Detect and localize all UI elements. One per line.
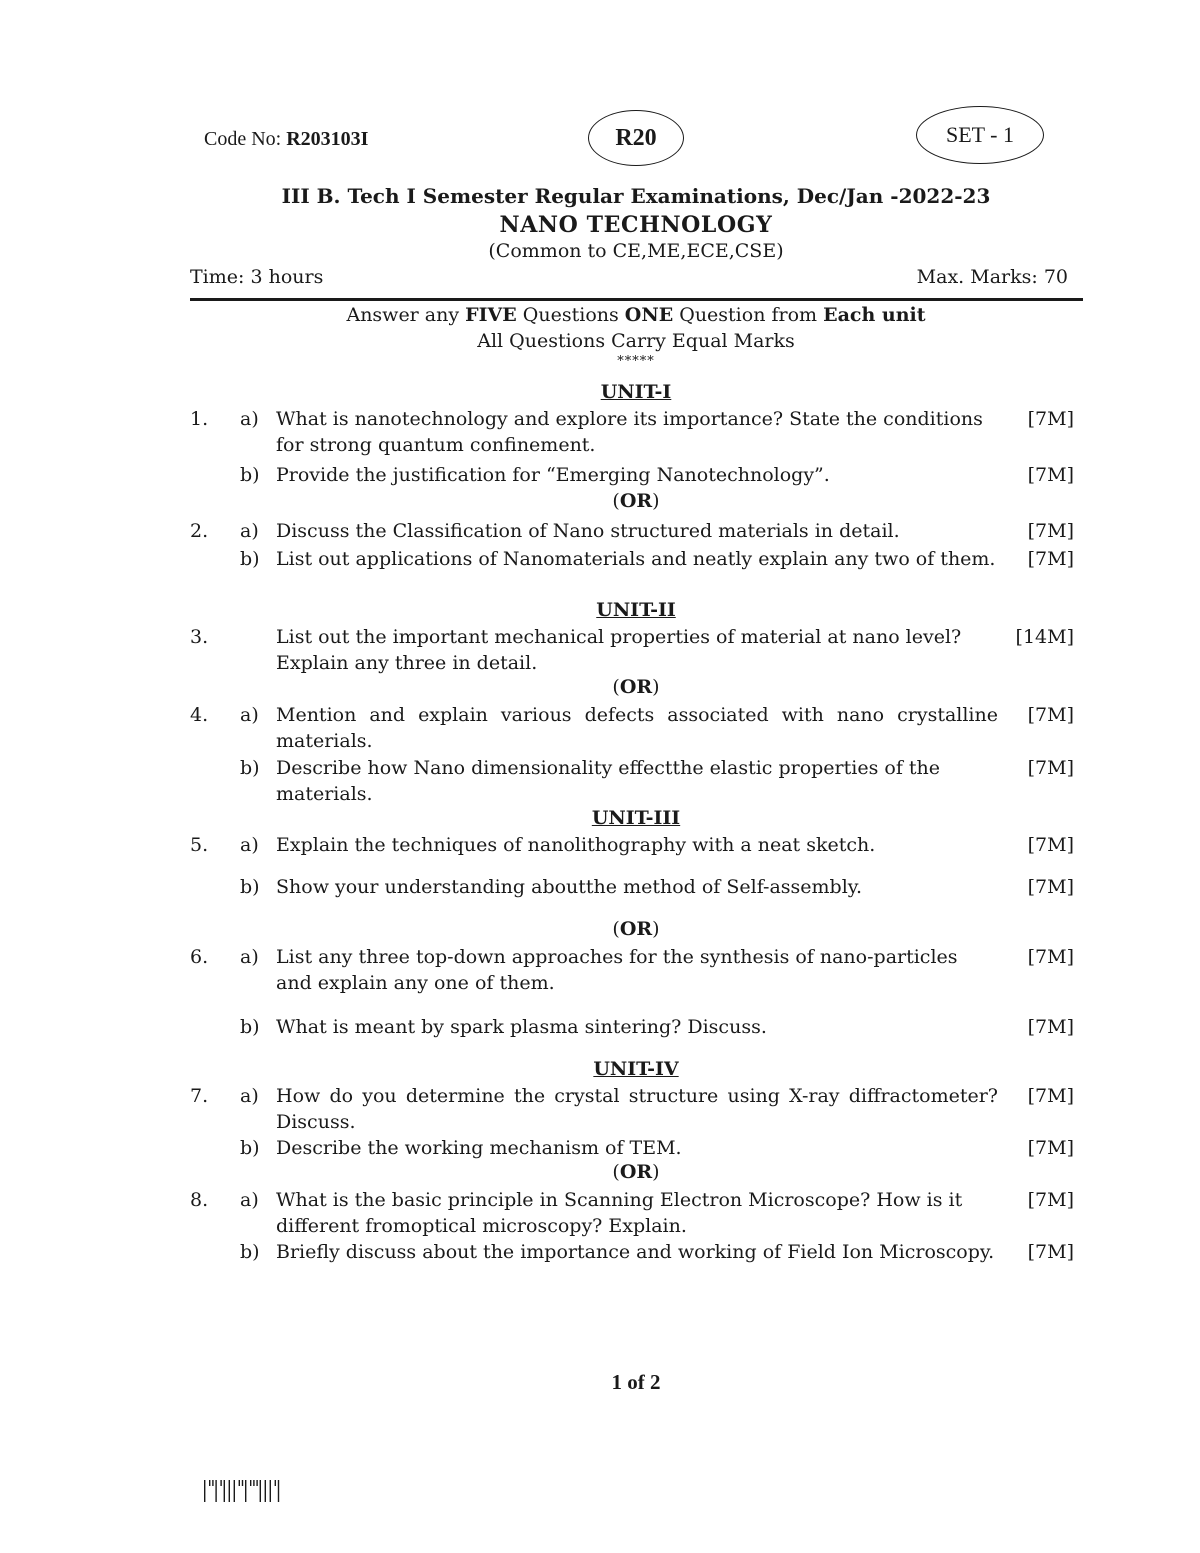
question-number: 2. [190, 520, 209, 542]
question-marks: [7M] [1027, 834, 1074, 856]
or-paren: ( [612, 676, 620, 698]
barcode-bar [275, 1480, 276, 1486]
question-part: b) [240, 876, 260, 898]
or-separator [0, 918, 1200, 940]
question-text: Discuss the Classification of Nano structured materials in detail. [276, 520, 900, 542]
question-part: b) [240, 464, 260, 486]
common-to: (Common to CE,ME,ECE,CSE) [488, 240, 784, 262]
question-marks: [7M] [1027, 1241, 1074, 1263]
instr-text: Questions [516, 304, 625, 326]
question-part: b) [240, 548, 260, 570]
instructions-line1 [0, 304, 1200, 326]
subject-title: NANO TECHNOLOGY [499, 212, 773, 238]
barcode-bar [234, 1480, 235, 1502]
unit-heading: UNIT-I [600, 381, 672, 403]
code-value: R203103I [286, 128, 369, 150]
set-badge: SET - 1 [916, 106, 1044, 164]
question-marks: [7M] [1027, 520, 1074, 542]
question-text: Mention and explain various defects associated with nano crystalline materials. [276, 704, 998, 752]
or-separator [0, 676, 1200, 698]
question-part: a) [240, 520, 259, 542]
barcode-bar [260, 1480, 261, 1502]
question-marks: [7M] [1027, 1137, 1074, 1159]
question-text: List out applications of Nanomaterials and neatly explain any two of them. [276, 548, 996, 570]
question-marks: [7M] [1027, 876, 1074, 898]
question-marks: [7M] [1027, 1085, 1074, 1107]
question-text: Provide the justification for “Emerging Nanotechnology”. [276, 464, 830, 486]
unit-heading: UNIT-IV [593, 1058, 679, 1080]
unit-heading: UNIT-II [596, 599, 676, 621]
or-paren: ) [652, 676, 660, 698]
question-number: 5. [190, 834, 209, 856]
instructions-line2: All Questions Carry Equal Marks [477, 330, 795, 352]
unit-heading: UNIT-III [591, 807, 681, 829]
or-separator [0, 490, 1200, 512]
question-part: a) [240, 946, 259, 968]
barcode [203, 1478, 323, 1504]
question-marks: [7M] [1027, 704, 1074, 726]
question-marks: [7M] [1027, 548, 1074, 570]
or-paren: ( [612, 1161, 620, 1183]
question-part: a) [240, 408, 259, 430]
code-number [204, 128, 368, 151]
question-marks: [14M] [1015, 626, 1074, 648]
instr-bold: FIVE [465, 304, 517, 326]
instr-text: Answer any [346, 304, 466, 326]
exam-title: III B. Tech I Semester Regular Examinations, Dec/Jan -2022-23 [281, 184, 991, 208]
question-text: List out the important mechanical properties of material at nano level? Explain any three in detail. [276, 626, 962, 674]
question-number: 4. [190, 704, 209, 726]
separator-stars: ***** [617, 354, 655, 369]
question-text: How do you determine the crystal structure using X-ray diffractometer? Discuss. [276, 1085, 998, 1133]
question-part: a) [240, 834, 259, 856]
question-text: What is meant by spark plasma sintering? Discuss. [276, 1016, 767, 1038]
or-separator [0, 1161, 1200, 1183]
question-marks: [7M] [1027, 1189, 1074, 1211]
barcode-bar [278, 1480, 279, 1502]
question-number: 1. [190, 408, 209, 430]
question-marks: [7M] [1027, 946, 1074, 968]
barcode-bar [215, 1480, 216, 1502]
or-paren: ) [652, 918, 660, 940]
barcode-bar [209, 1480, 210, 1486]
barcode-bar [253, 1480, 254, 1486]
barcode-bar [270, 1480, 271, 1502]
header-divider [190, 298, 1083, 301]
barcode-bar [224, 1480, 225, 1502]
question-number: 6. [190, 946, 209, 968]
or-paren: ( [612, 490, 620, 512]
barcode-bar [250, 1480, 251, 1486]
page-number: 1 of 2 [611, 1370, 661, 1394]
or-word: OR [619, 918, 653, 940]
or-word: OR [619, 676, 653, 698]
question-text: Show your understanding aboutthe method of Self-assembly. [276, 876, 863, 898]
time-label: Time: 3 hours [190, 266, 324, 288]
or-paren: ) [652, 1161, 660, 1183]
question-marks: [7M] [1027, 757, 1074, 779]
question-marks: [7M] [1027, 464, 1074, 486]
barcode-bar [245, 1480, 246, 1502]
code-label: Code No: [204, 128, 287, 150]
barcode-bar [220, 1480, 221, 1486]
barcode-bar [212, 1480, 213, 1486]
question-part: b) [240, 1241, 260, 1263]
question-marks: [7M] [1027, 1016, 1074, 1038]
instr-bold: ONE [624, 304, 674, 326]
question-text: Describe how Nano dimensionality effectthe elastic properties of the materials. [276, 757, 941, 805]
question-text: What is nanotechnology and explore its importance? State the conditions for strong quantum confinement. [276, 408, 983, 456]
barcode-bars [203, 1478, 323, 1504]
question-number: 8. [190, 1189, 209, 1211]
question-part: b) [240, 1137, 260, 1159]
question-number: 7. [190, 1085, 209, 1107]
barcode-bar [265, 1480, 266, 1502]
question-part: a) [240, 1189, 259, 1211]
question-marks: [7M] [1027, 408, 1074, 430]
or-paren: ( [612, 918, 620, 940]
barcode-bar [256, 1480, 257, 1486]
question-part: a) [240, 1085, 259, 1107]
question-number: 3. [190, 626, 209, 648]
question-text: List any three top-down approaches for the synthesis of nano-particles and explain any one of them. [276, 946, 958, 994]
barcode-bar [239, 1480, 240, 1486]
or-word: OR [619, 490, 653, 512]
regulation-badge: R20 [588, 110, 684, 166]
question-part: a) [240, 704, 259, 726]
question-part: b) [240, 757, 260, 779]
barcode-bar [204, 1480, 205, 1502]
instr-bold: Each unit [823, 304, 926, 326]
or-word: OR [619, 1161, 653, 1183]
question-text: Describe the working mechanism of TEM. [276, 1137, 682, 1159]
question-text: What is the basic principle in Scanning Electron Microscope? How is it different fromoptical microscopy? Explain. [276, 1189, 963, 1237]
or-paren: ) [652, 490, 660, 512]
instr-text: Question from [673, 304, 824, 326]
barcode-bar [229, 1480, 230, 1502]
max-marks-label: Max. Marks: 70 [916, 266, 1068, 288]
question-part: b) [240, 1016, 260, 1038]
question-text: Explain the techniques of nanolithography with a neat sketch. [276, 834, 876, 856]
barcode-bar [242, 1480, 243, 1486]
question-text: Briefly discuss about the importance and working of Field Ion Microscopy. [276, 1241, 995, 1263]
